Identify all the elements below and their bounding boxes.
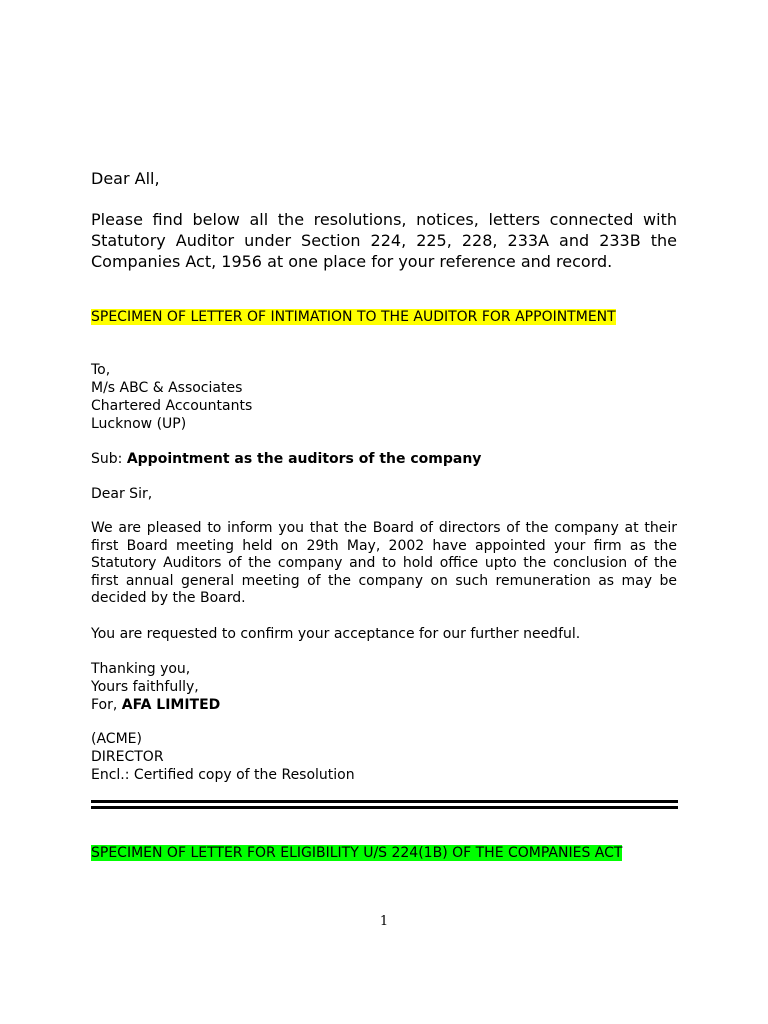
enclosure-line: Encl.: Certified copy of the Resolution	[91, 767, 355, 783]
address-firm: M/s ABC & Associates	[91, 380, 243, 396]
closing-thanks: Thanking you,	[91, 661, 191, 677]
subject-prefix: Sub:	[91, 451, 127, 467]
signatory-name: (ACME)	[91, 731, 142, 747]
address-city: Lucknow (UP)	[91, 416, 187, 432]
greeting: Dear All,	[91, 169, 160, 188]
salutation: Dear Sir,	[91, 486, 153, 502]
company-name: AFA LIMITED	[121, 697, 221, 713]
address-profession: Chartered Accountants	[91, 398, 253, 414]
closing-block	[91, 660, 677, 714]
section2-heading	[91, 845, 677, 862]
closing-for-prefix: For,	[91, 697, 122, 713]
request-line: You are requested to confirm your acceptance for our further needful.	[91, 626, 581, 642]
signatory-block	[91, 730, 677, 784]
closing-yours: Yours faithfully,	[91, 679, 199, 695]
signatory-designation: DIRECTOR	[91, 749, 164, 765]
address-to: To,	[91, 362, 111, 378]
section2-heading-text: SPECIMEN OF LETTER FOR ELIGIBILITY U/S 224(1B) OF THE COMPANIES ACT	[91, 845, 623, 861]
section-divider-bottom	[91, 806, 678, 809]
section1-heading-text: SPECIMEN OF LETTER OF INTIMATION TO THE AUDITOR FOR APPOINTMENT	[91, 309, 616, 325]
section1-heading	[91, 309, 677, 326]
section-divider-top	[91, 800, 678, 803]
page-number: 1	[379, 914, 389, 929]
intro-paragraph: Please find below all the resolutions, notices, letters connected with Statutory Auditor under Section 224, 225, 228, 233A and 233B the Companies Act, 1956 at one place for your reference and record.	[91, 210, 677, 271]
letter-body: We are pleased to inform you that the Board of directors of the company at their first Board meeting held on 29th May, 2002 have appointed your firm as the Statutory Auditors of the company and to hold office upto the conclusion of the first annual general meeting of the company on such remuneration as may be decided by the Board.	[91, 520, 677, 606]
recipient-address	[91, 361, 677, 433]
subject-line	[91, 450, 677, 468]
closing-for	[91, 696, 677, 714]
subject-text: Appointment as the auditors of the company	[126, 451, 482, 467]
